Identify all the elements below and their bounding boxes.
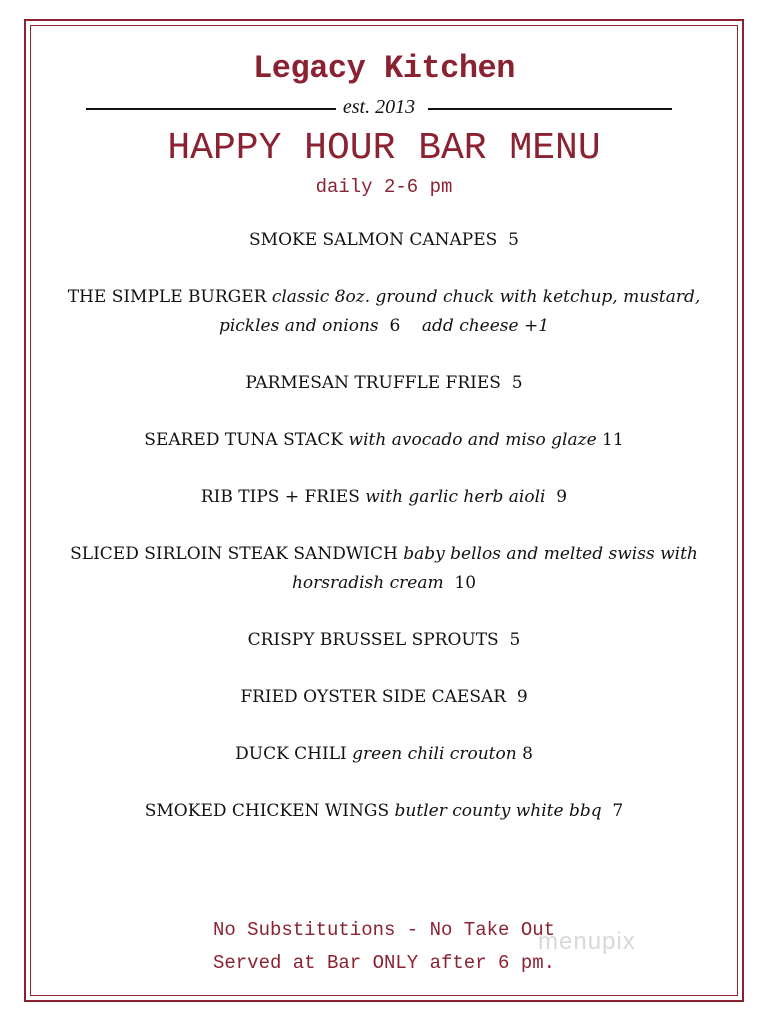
established-year: est. 2013	[342, 96, 416, 118]
item-price: 9	[556, 487, 568, 507]
menu-item	[60, 369, 708, 398]
item-description: with garlic herb aioli	[365, 487, 546, 507]
menu-title: HAPPY HOUR BAR MENU	[167, 127, 601, 170]
menu-item	[60, 226, 708, 255]
menu-items	[60, 226, 708, 854]
item-name: THE SIMPLE BURGER	[67, 287, 267, 307]
menu-item	[60, 283, 708, 341]
menu-item	[60, 797, 708, 826]
item-price: 6	[389, 316, 401, 336]
established-row	[86, 96, 672, 120]
menu-item	[60, 740, 708, 769]
menu-item	[60, 426, 708, 455]
restaurant-name: Legacy Kitchen	[253, 50, 515, 87]
item-price: 5	[508, 230, 519, 250]
item-price: 10	[454, 573, 477, 593]
item-price: 8	[522, 744, 533, 764]
item-price: 5	[509, 630, 521, 650]
watermark: menupix	[538, 928, 636, 955]
menu-item	[60, 540, 708, 598]
menu-item	[60, 483, 708, 512]
item-description: baby bellos and melted swiss with horsradish cream	[291, 544, 698, 593]
item-name: SMOKE SALMON CANAPES	[249, 230, 498, 250]
menu-item	[60, 626, 708, 655]
menu-hours: daily 2-6 pm	[315, 176, 453, 198]
footer-policy: No Substitutions - No Take Out	[212, 919, 556, 941]
item-name: SEARED TUNA STACK	[144, 430, 344, 450]
menu-item	[60, 683, 708, 712]
item-name: PARMESAN TRUFFLE FRIES	[245, 373, 501, 393]
item-addon: add cheese +1	[421, 316, 550, 336]
item-name: FRIED OYSTER SIDE CAESAR	[240, 687, 507, 707]
item-price: 5	[511, 373, 523, 393]
item-price: 9	[516, 687, 528, 707]
item-description: green chili crouton	[352, 744, 517, 764]
menu-footer	[0, 914, 768, 980]
footer-service-note: Served at Bar ONLY after 6 pm.	[212, 952, 556, 974]
item-name: SLICED SIRLOIN STEAK SANDWICH	[70, 544, 398, 564]
item-description: classic 8oz. ground chuck with ketchup, mustard, pickles and onions	[218, 287, 701, 336]
item-price: 11	[602, 430, 624, 450]
item-name: DUCK CHILI	[235, 744, 347, 764]
item-description: butler county white bbq	[394, 801, 602, 821]
item-name: SMOKED CHICKEN WINGS	[144, 801, 390, 821]
item-name: RIB TIPS + FRIES	[200, 487, 360, 507]
item-price: 7	[612, 801, 624, 821]
item-description: with avocado and miso glaze	[348, 430, 597, 450]
item-name: CRISPY BRUSSEL SPROUTS	[247, 630, 499, 650]
